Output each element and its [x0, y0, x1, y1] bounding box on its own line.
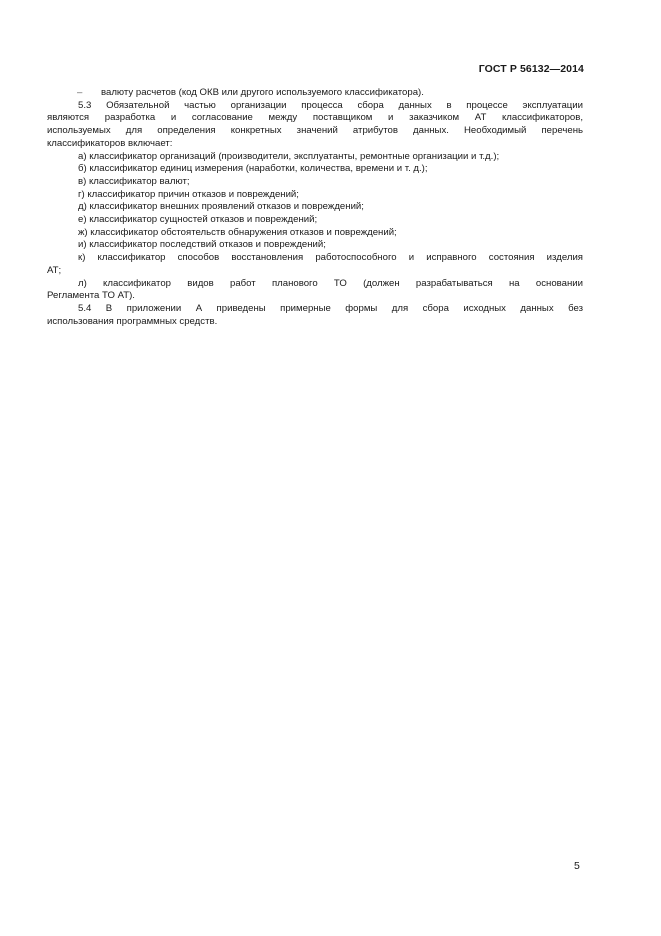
list-item: г) классификатор причин отказов и повреждений; [78, 188, 299, 200]
classifier-list [47, 151, 583, 303]
paragraph-line: классификаторов включает: [47, 137, 173, 149]
list-item: и) классификатор последствий отказов и повреждений; [78, 239, 326, 251]
list-item-line: АТ; [47, 264, 62, 276]
list-item: б) классификатор единиц измерения (наработки, количества, времени и т. д.); [78, 163, 428, 175]
page-number: 5 [574, 860, 580, 872]
document-body [47, 87, 583, 328]
dash-marker: – [77, 87, 83, 98]
standard-number-header: ГОСТ Р 56132—2014 [478, 63, 584, 75]
list-item-k [47, 252, 583, 277]
paragraph-5-3 [47, 100, 583, 151]
list-item: д) классификатор внешних проявлений отказов и повреждений; [78, 201, 364, 213]
paragraph-line: являются разработка и согласование между поставщиком и заказчиком АТ классификаторов, [47, 112, 583, 124]
paragraph-line: 5.3 Обязательной частью организации процесса сбора данных в процессе эксплуатации [78, 99, 583, 111]
list-item-text: валюту расчетов (код ОКВ или другого используемого классификатора). [101, 87, 424, 98]
paragraph-5-4 [47, 303, 583, 328]
list-item: а) классификатор организаций (производители, эксплуатанты, ремонтные организации и т.д.); [78, 150, 500, 162]
paragraph-line: использования программных средств. [47, 315, 218, 327]
list-item-currency [47, 87, 583, 100]
list-item-l [47, 278, 583, 303]
list-item: е) классификатор сущностей отказов и повреждений; [78, 214, 318, 226]
list-item-line: Регламента ТО АТ). [47, 290, 135, 302]
paragraph-line: 5.4 В приложении А приведены примерные формы для сбора исходных данных без [78, 302, 583, 314]
list-item: в) классификатор валют; [78, 175, 190, 187]
list-item-line: к) классификатор способов восстановления работоспособного и исправного состояния изделия [78, 252, 583, 264]
list-item-line: л) классификатор видов работ планового ТО (должен разрабатываться на основании [78, 277, 583, 289]
list-item: ж) классификатор обстоятельств обнаружения отказов и повреждений; [78, 226, 397, 238]
paragraph-line: используемых для определения конкретных значений атрибутов данных. Необходимый перечень [47, 125, 583, 137]
